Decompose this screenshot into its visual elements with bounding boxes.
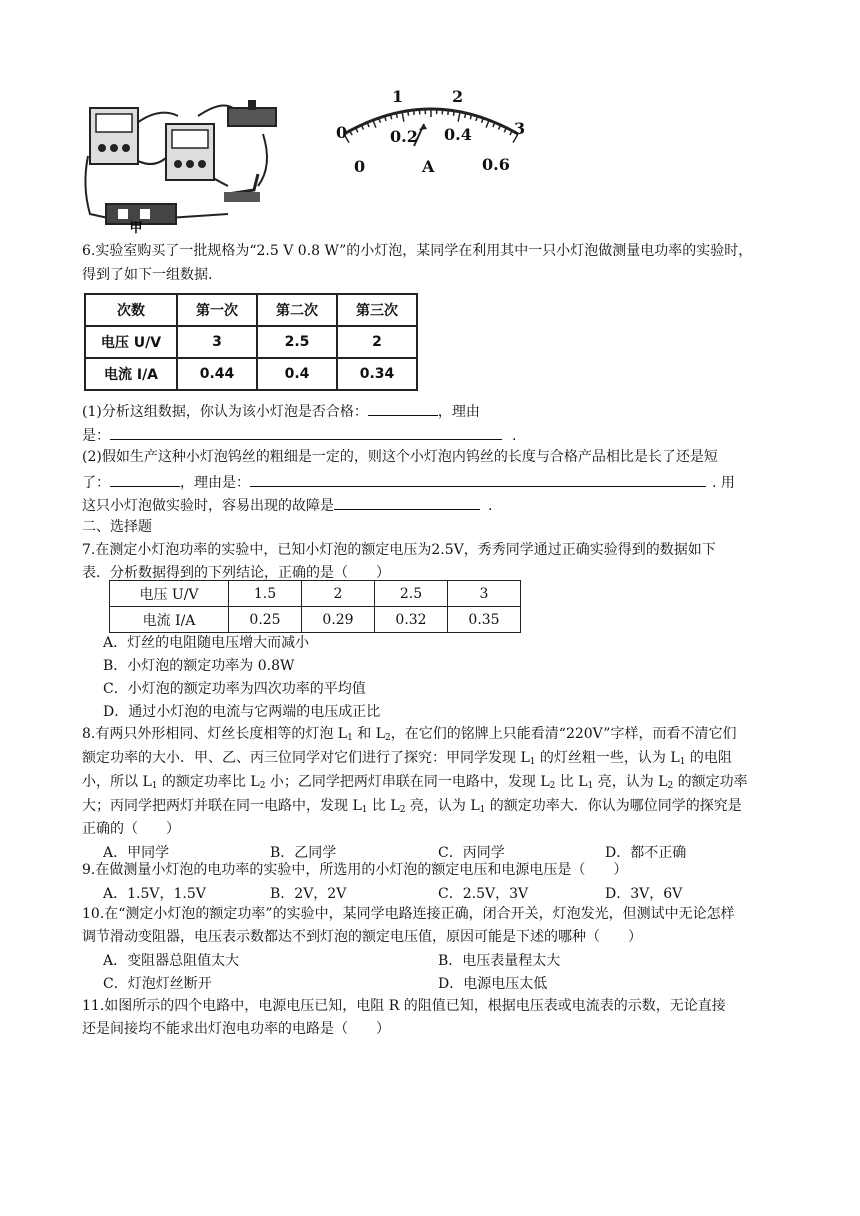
q7-cell: 0.29 <box>302 607 375 633</box>
scale-tick <box>448 110 449 115</box>
q6-part2-line2 <box>82 471 735 493</box>
q6-part2-line3 <box>82 494 492 516</box>
scale-lower-1: 0.2 <box>390 127 418 146</box>
subscript: 2 <box>385 733 391 743</box>
q6-p2-text: . <box>488 498 493 514</box>
q10-option-d[interactable]: D．电源电压太低 <box>438 976 548 992</box>
q7-option-d[interactable]: D．通过小灯泡的电流与它两端的电压成正比 <box>103 704 381 720</box>
subscript: 2 <box>399 805 406 815</box>
q11-stem-line2: 还是间接均不能求出灯泡电功率的电路是（ ） <box>82 1021 390 1037</box>
q10-stem-line2: 调节滑动变阻器，电压表示数都达不到灯泡的额定电压值，原因可能是下述的哪种（ ） <box>82 929 642 945</box>
scale-tick <box>408 111 409 116</box>
scale-lower-2: 0.4 <box>444 125 472 144</box>
q7-cell: 0.25 <box>229 607 302 633</box>
scale-tick <box>414 110 415 115</box>
q6-th-2: 第二次 <box>257 294 337 326</box>
q7-data-table <box>109 580 521 633</box>
subscript: 2 <box>549 781 556 791</box>
q6-p1-text: . <box>512 428 517 444</box>
q7-cell: 电压 U/V <box>110 581 229 607</box>
scale-upper-1: 1 <box>392 88 404 106</box>
q8-text: 小，所以 L <box>82 774 152 790</box>
q8-text: 和 L <box>352 726 386 742</box>
q6-p1-text: (1)分析这组数据，你认为该小灯泡是否合格： <box>82 404 368 420</box>
q8-stem-line1 <box>82 724 736 744</box>
scale-tick <box>510 131 512 135</box>
q8-option-a[interactable]: A．甲同学 <box>103 845 170 861</box>
q8-text: 的额定功率 <box>673 774 748 790</box>
subscript: 2 <box>259 781 266 791</box>
q8-stem-line2 <box>82 748 732 768</box>
q6-p1-text: 是： <box>82 428 110 444</box>
subscript: 1 <box>361 805 368 815</box>
q8-text: 的灯丝粗一些，认为 L <box>535 750 680 766</box>
q8-text: 亮，认为 L <box>405 798 480 814</box>
subscript: 1 <box>479 805 486 815</box>
subscript: 1 <box>679 757 686 767</box>
q8-text: 亮，认为 L <box>593 774 668 790</box>
q6-th-1: 第一次 <box>177 294 257 326</box>
scale-tick <box>373 120 376 127</box>
q6-cell: 0.4 <box>257 358 337 390</box>
q11-stem-line1: 11.如图所示的四个电路中，电源电压已知，电阻 R 的阻值已知，根据电压表或电流表的示数，无论直接 <box>82 998 726 1014</box>
q7-option-b[interactable]: B．小灯泡的额定功率为 0.8W <box>103 658 295 674</box>
answer-blank[interactable] <box>250 471 706 487</box>
q10-stem-line1: 10.在“测定小灯泡的额定功率”的实验中，某同学电路连接正确，闭合开关，灯泡发光，但测试中无论怎样 <box>82 906 735 922</box>
scale-tick <box>453 111 454 116</box>
scale-tick <box>458 112 460 122</box>
q6-data-table <box>84 293 418 391</box>
q7-stem-line1: 7.在测定小灯泡功率的实验中，已知小灯泡的额定电压为2.5V，秀秀同学通过正确实验得到的数据如下 <box>82 542 716 558</box>
q6-part1-line2 <box>82 424 516 446</box>
ammeter-scale <box>326 88 536 178</box>
q7-cell: 1.5 <box>229 581 302 607</box>
q8-stem-line5: 正确的（ ） <box>82 821 180 837</box>
q7-cell: 2 <box>302 581 375 607</box>
subscript: 1 <box>151 781 158 791</box>
q6-p2-text: . 用 <box>712 475 735 491</box>
q9-option-b[interactable]: B．2V，2V <box>270 886 347 902</box>
q7-cell: 电流 I/A <box>110 607 229 633</box>
q6-p2-text: 了： <box>82 475 110 491</box>
q6-th-0: 次数 <box>85 294 177 326</box>
figure-caption: 甲 <box>129 221 143 236</box>
q6-cell: 电压 U/V <box>85 326 177 358</box>
q7-cell: 3 <box>448 581 521 607</box>
q8-text: ，在它们的铭牌上只能看清“220V”字样，而看不清它们 <box>390 726 737 742</box>
q10-option-a[interactable]: A．变阻器总阻值太大 <box>103 953 240 969</box>
section-heading: 二、选择题 <box>82 519 152 535</box>
scale-tick <box>486 120 489 127</box>
subscript: 1 <box>587 781 594 791</box>
answer-blank[interactable] <box>368 400 438 416</box>
q8-option-c[interactable]: C．丙同学 <box>438 845 505 861</box>
subscript: 1 <box>529 757 536 767</box>
q7-cell: 0.32 <box>375 607 448 633</box>
q6-cell: 电流 I/A <box>85 358 177 390</box>
q7-option-c[interactable]: C．小灯泡的额定功率为四次功率的平均值 <box>103 681 366 697</box>
q6-cell: 0.34 <box>337 358 417 390</box>
q8-text: 比 L <box>367 798 400 814</box>
q6-cell: 3 <box>177 326 257 358</box>
q8-text: 8.有两只外形相同、灯丝长度相等的灯泡 L <box>82 726 348 742</box>
q8-option-b[interactable]: B．乙同学 <box>270 845 337 861</box>
scale-lower-0: 0 <box>354 157 366 176</box>
scale-upper-2: 2 <box>452 88 464 106</box>
q7-cell: 0.35 <box>448 607 521 633</box>
q6-cell: 2 <box>337 326 417 358</box>
q6-p1-text: ，理由 <box>437 404 480 420</box>
q8-text: 的电阻 <box>685 750 732 766</box>
scale-upper-0: 0 <box>336 123 348 142</box>
q9-option-c[interactable]: C．2.5V，3V <box>438 886 529 902</box>
q7-cell: 2.5 <box>375 581 448 607</box>
q6-p2-text: ，理由是： <box>180 475 250 491</box>
q6-th-3: 第三次 <box>337 294 417 326</box>
scale-unit: A <box>422 157 435 176</box>
q8-text: 比 L <box>555 774 588 790</box>
q9-stem: 9.在做测量小灯泡的电功率的实验中，所选用的小灯泡的额定电压和电源电压是（ ） <box>82 862 628 878</box>
q6-stem-line1: 6.实验室购买了一批规格为“2.5 V 0.8 W”的小灯泡，某同学在利用其中一只小灯泡做测量电功率的实验时， <box>82 243 753 259</box>
circuit-figure <box>78 86 278 236</box>
q7-stem-line2: 表．分析数据得到的下列结论，正确的是（ ） <box>82 565 390 581</box>
q8-text: 大；丙同学把两灯并联在同一电路中，发现 L <box>82 798 362 814</box>
scale-upper-3: 3 <box>514 119 526 138</box>
subscript: 2 <box>667 781 674 791</box>
q9-option-d[interactable]: D．3V，6V <box>605 886 683 902</box>
q8-stem-line4 <box>82 796 742 816</box>
q6-stem-line2: 得到了如下一组数据. <box>82 267 213 283</box>
scale-lower-3: 0.6 <box>482 155 510 174</box>
q6-cell: 0.44 <box>177 358 257 390</box>
subscript: 1 <box>347 733 353 743</box>
q6-p2-text: 这只小灯泡做实验时，容易出现的故障是 <box>82 498 334 514</box>
q8-text: 的额定功率大．你认为哪位同学的探究是 <box>485 798 742 814</box>
q6-cell: 2.5 <box>257 326 337 358</box>
q6-part1-line1 <box>82 400 480 422</box>
q6-part2-line1: (2)假如生产这种小灯泡钨丝的粗细是一定的，则这个小灯泡内钨丝的长度与合格产品相比是长了还是短 <box>82 449 718 465</box>
scale-tick <box>350 131 352 135</box>
answer-blank[interactable] <box>110 424 502 440</box>
scale-tick <box>402 112 404 122</box>
answer-blank[interactable] <box>110 471 180 487</box>
q7-option-a[interactable]: A．灯丝的电阻随电压增大而减小 <box>103 635 310 651</box>
answer-blank[interactable] <box>334 494 480 510</box>
q8-text: 小；乙同学把两灯串联在同一电路中，发现 L <box>265 774 550 790</box>
q8-stem-line3 <box>82 772 748 792</box>
q8-text: 额定功率的大小．甲、乙、丙三位同学对它们进行了探究：甲同学发现 L <box>82 750 530 766</box>
q8-text: 的额定功率比 L <box>157 774 260 790</box>
q8-option-d[interactable]: D．都不正确 <box>605 845 687 861</box>
q10-option-c[interactable]: C．灯泡灯丝断开 <box>103 976 212 992</box>
q10-option-b[interactable]: B．电压表量程太大 <box>438 953 561 969</box>
q9-option-a[interactable]: A．1.5V，1.5V <box>103 886 206 902</box>
